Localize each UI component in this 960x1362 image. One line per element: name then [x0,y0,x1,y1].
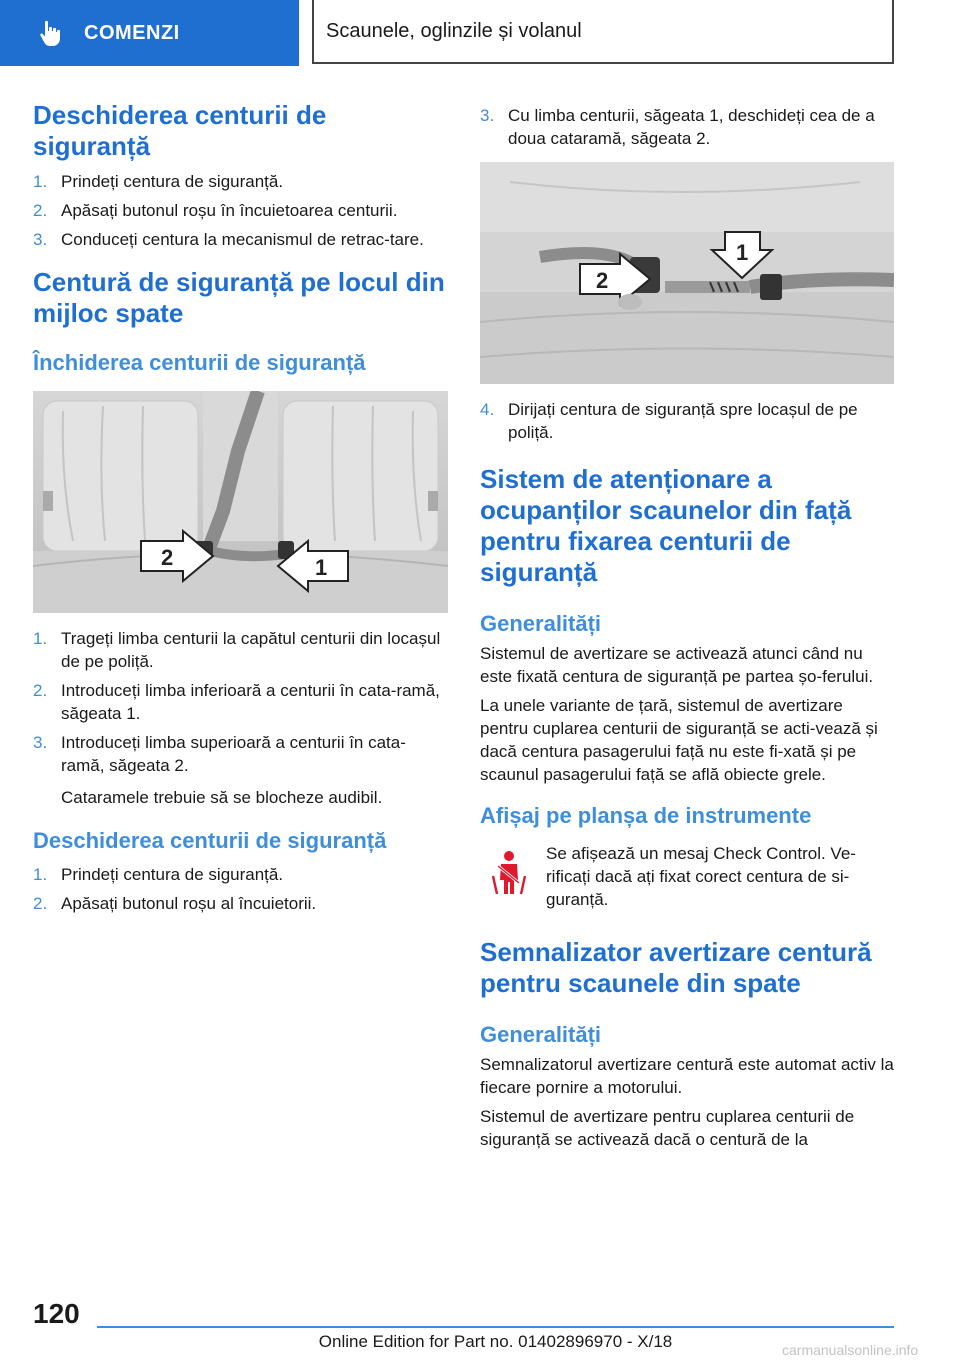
list-item [33,228,448,251]
buckle-release-figure [480,162,894,384]
step-number: 2. [33,201,48,220]
page-number: 120 [33,1298,80,1329]
step-text: Cu limba centurii, săgeata 1, deschideți cea de a doua cataramă, săgeata 2. [508,106,875,148]
heading-open-belt: Deschiderea centurii de siguranță [33,100,327,161]
rear-seat-belt-figure [33,391,448,613]
general-1-paragraph-2: La unele variante de țară, sistemul de avertizare pentru cuplarea centurii de siguranță se acti-vează și dacă centura pasagerului față nu este fi-xată și pe scaunul pasagerului față se află obiecte grele. [480,696,878,784]
step-text: Introduceți limba inferioară a centurii în cata-ramă, săgeata 1. [61,681,440,723]
step-text: Apăsați butonul roșu în încuietoarea centurii. [61,201,398,220]
list-item [33,731,448,809]
check-control-text: Se afișează un mesaj Check Control. Ve-rificați dacă ați fixat corect centura de si-guranță. [546,844,856,909]
step-number: 1. [33,865,48,884]
general-1-paragraph-1: Sistemul de avertizare se activează atunci când nu este fixată centura de siguranță pe partea șo-ferului. [480,644,874,686]
step-text: Introduceți limba superioară a centurii în cata-ramă, săgeata 2. [61,733,406,775]
heading-middle-seat: Centură de siguranță pe locul din mijloc spate [33,267,445,328]
step-number: 1. [33,629,48,648]
list-item [480,104,894,150]
step-number: 4. [480,400,495,419]
general-2-paragraph-2: Sistemul de avertizare pentru cuplarea centurii de siguranță se activează dacă o centură de la [480,1107,855,1149]
general-2-paragraph-1: Semnalizatorul avertizare centură este automat activ la fiecare pornire a motorului. [480,1055,894,1097]
footer-divider [97,1326,894,1328]
list-item [33,679,448,725]
list-item [33,199,448,222]
step-number: 1. [33,172,48,191]
open-belt-steps [33,170,448,251]
step-number: 3. [33,733,48,752]
chapter-title [312,0,894,64]
tab-commands-label: COMENZI [84,21,180,44]
chapter-title-text: Scaunele, oglinzile și volanul [326,19,582,42]
step-number: 2. [33,681,48,700]
edition-info: Online Edition for Part no. 01402896970 - X/18 [318,1332,673,1351]
seatbelt-warning-icon [492,850,526,896]
step-text: Prindeți centura de siguranță. [61,172,284,191]
route-belt-step [480,398,894,444]
figure-arrow-label: 1 [315,555,328,580]
step-text: Apăsați butonul roșu al încuietorii. [61,894,317,913]
step-text: Dirijați centura de siguranță spre locașul de pe poliță. [508,400,858,442]
figure-arrow-label: 2 [596,268,609,293]
step-number: 3. [33,230,48,249]
watermark: carmanualsonline.info [782,1342,919,1358]
step-number: 3. [480,106,495,125]
open-belt-2-steps [33,863,448,915]
figure-arrow-label: 1 [736,240,749,265]
tab-commands[interactable] [0,0,299,66]
list-item [480,398,894,444]
page-header [0,0,960,66]
check-control-note [480,842,894,911]
heading-open-belt-2: Deschiderea centurii de siguranță [33,828,387,853]
open-second-buckle-step [480,104,894,150]
heading-close-belt: Închiderea centurii de siguranță [33,350,366,375]
step-text: Prindeți centura de siguranță. [61,865,284,884]
heading-instrument-display: Afișaj pe planșa de instrumente [480,803,812,828]
list-item [33,863,448,886]
figure-arrow-label: 2 [161,545,174,570]
list-item [33,627,448,673]
list-item [33,170,448,193]
list-item [33,892,448,915]
heading-rear-seat-warning: Semnalizator avertizare centură pentru scaunele din spate [480,937,872,998]
left-column [33,100,448,921]
hand-pointer-icon [36,18,66,48]
heading-front-seat-warning: Sistem de atenționare a ocupanților scaunelor din față pentru fixarea centurii de siguranță [480,464,852,587]
close-belt-steps [33,627,448,809]
step-note: Cataramele trebuie să se blocheze audibil. [61,788,383,807]
step-number: 2. [33,894,48,913]
step-text: Trageți limba centurii la capătul centurii din locașul de pe poliță. [61,629,441,671]
step-text: Conduceți centura la mecanismul de retrac-tare. [61,230,424,249]
heading-general-1: Generalități [480,611,602,636]
heading-general-2: Generalități [480,1022,602,1047]
right-column [480,104,894,1157]
